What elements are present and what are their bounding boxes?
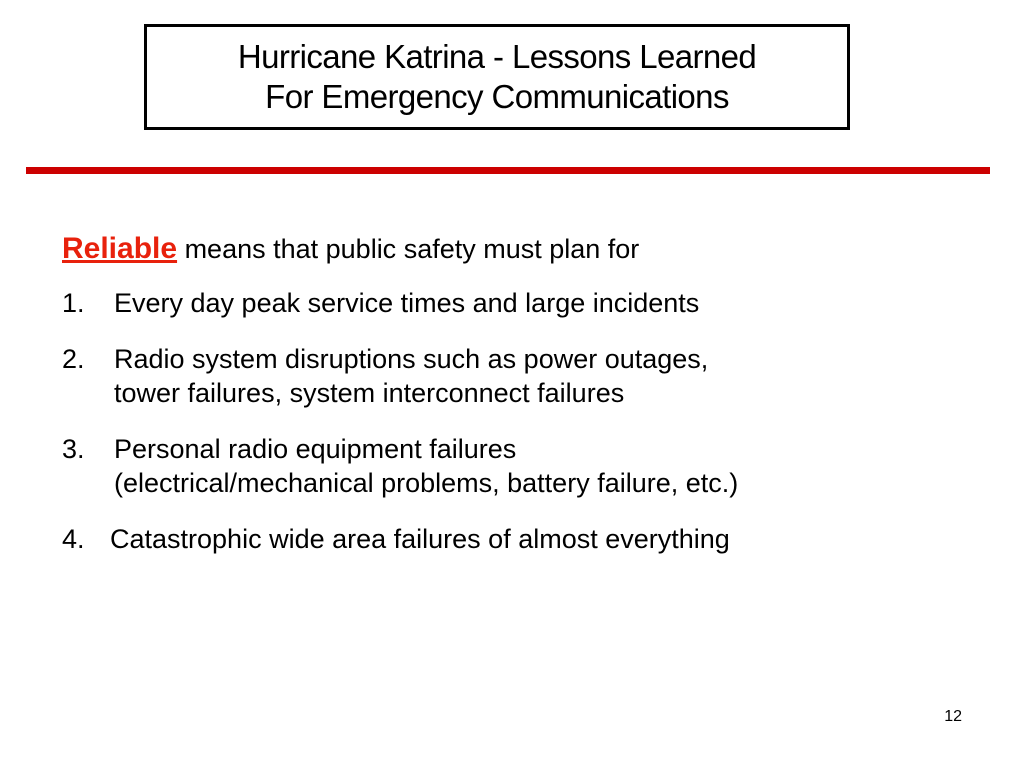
list-item-3 bbox=[62, 432, 962, 500]
list-item-4 bbox=[62, 522, 962, 556]
list-item-text bbox=[110, 522, 962, 556]
reliable-keyword: Reliable bbox=[62, 232, 178, 265]
list-item-line: Every day peak service times and large incidents bbox=[114, 288, 700, 318]
list-item-line: (electrical/mechanical problems, battery failure, etc.) bbox=[114, 468, 739, 498]
list-item-number: 4. bbox=[62, 524, 85, 554]
slide-title-line-1: Hurricane Katrina - Lessons Learned bbox=[237, 38, 757, 75]
intro-line bbox=[62, 232, 962, 266]
slide-title-box bbox=[144, 24, 850, 130]
list-item-line: Personal radio equipment failures bbox=[114, 434, 517, 464]
list-item-text bbox=[114, 286, 962, 320]
list-item-text bbox=[114, 432, 962, 500]
list-item-text bbox=[114, 342, 962, 410]
slide-body bbox=[62, 232, 962, 578]
list-item-number: 1. bbox=[62, 288, 85, 318]
list-item-line: tower failures, system interconnect failures bbox=[114, 378, 625, 408]
list-item-2 bbox=[62, 342, 962, 410]
red-divider-rule bbox=[26, 167, 990, 174]
list-item-number: 3. bbox=[62, 434, 85, 464]
list-item-line: Radio system disruptions such as power outages, bbox=[114, 344, 709, 374]
list-item-1 bbox=[62, 286, 962, 320]
list-item-number: 2. bbox=[62, 344, 85, 374]
intro-text: means that public safety must plan for bbox=[177, 234, 640, 264]
page-number: 12 bbox=[944, 708, 962, 725]
list-item-line: Catastrophic wide area failures of almost everything bbox=[110, 524, 730, 554]
slide-title-line-2: For Emergency Communications bbox=[265, 78, 729, 115]
